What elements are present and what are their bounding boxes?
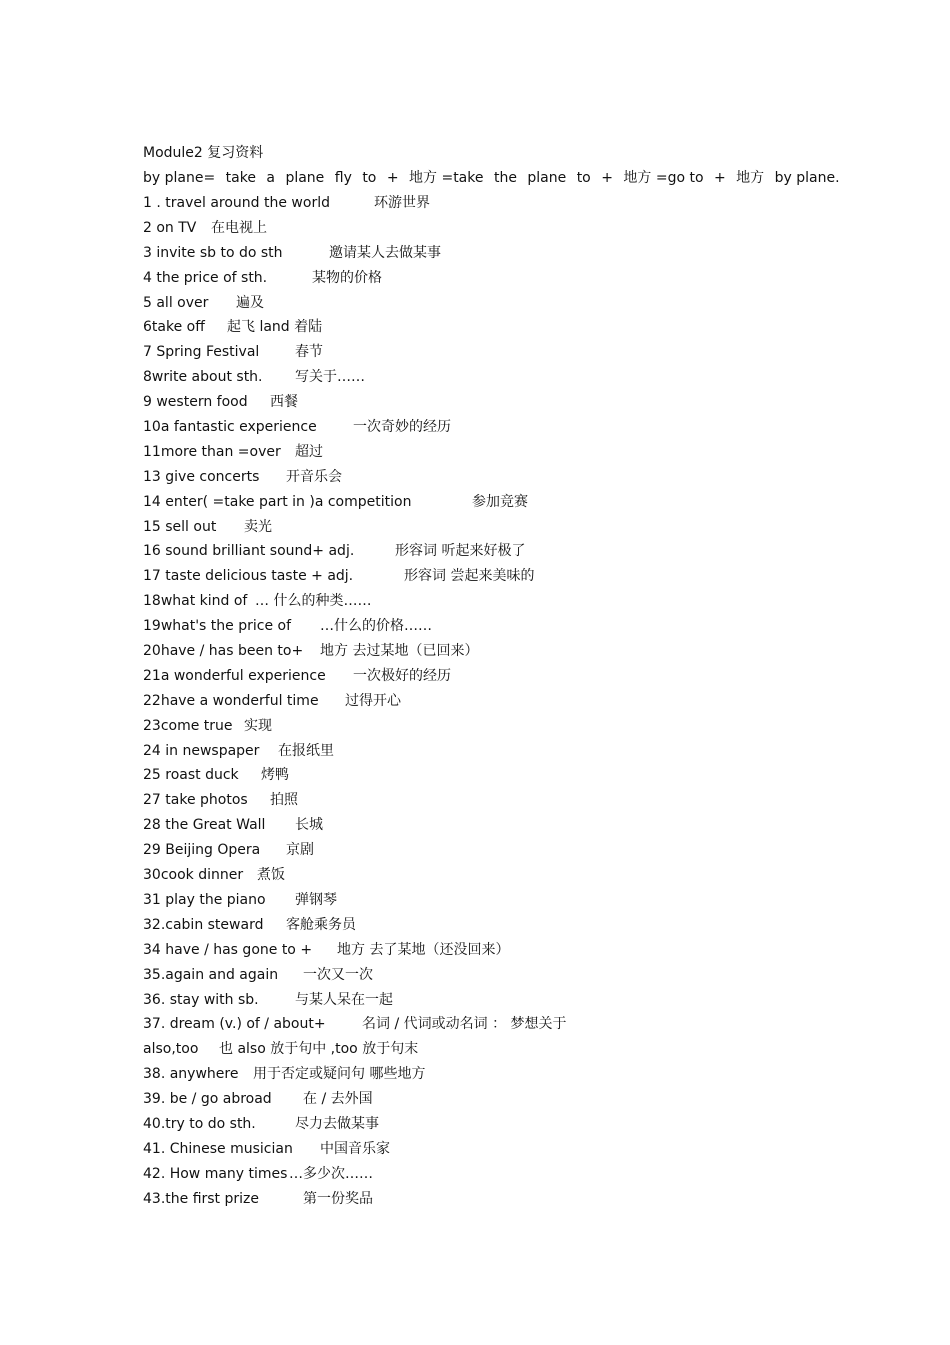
vocab-chinese: 写关于…… xyxy=(295,369,365,386)
formula-part: + xyxy=(386,170,399,186)
vocab-english: 41. Chinese musician xyxy=(143,1140,293,1157)
vocab-english: 1 . travel around the world xyxy=(143,195,330,211)
vocab-chinese: 长城 xyxy=(295,817,323,834)
formula-part: a xyxy=(266,170,275,186)
vocab-chinese: 在报纸里 xyxy=(278,742,334,759)
vocab-chinese: 起飞 land 着陆 xyxy=(227,319,323,336)
vocab-english: 40.try to do sth. xyxy=(143,1115,256,1132)
vocab-english: 23come true xyxy=(143,717,233,734)
vocab-chinese: 参加竞赛 xyxy=(472,493,528,510)
vocab-chinese: 环游世界 xyxy=(374,195,430,211)
vocab-chinese: 地方 去过某地（已回来） xyxy=(320,643,479,660)
vocab-chinese: 遍及 xyxy=(236,294,264,311)
formula-part: + xyxy=(713,170,726,186)
vocab-english: 4 the price of sth. xyxy=(143,269,268,286)
vocab-chinese: 拍照 xyxy=(270,792,298,809)
vocab-chinese: 过得开心 xyxy=(345,692,401,709)
vocab-english: 2 on TV xyxy=(143,219,197,236)
vocab-english: 27 take photos xyxy=(143,792,248,809)
vocab-chinese: … 什么的种类…… xyxy=(255,593,372,610)
vocab-english: 14 enter( =take part in )a competition xyxy=(143,493,412,510)
vocab-english: 17 taste delicious taste + adj. xyxy=(143,568,354,585)
vocab-chinese: 卖光 xyxy=(244,518,272,535)
vocab-english: 19what's the price of xyxy=(143,618,292,635)
formula-part: to xyxy=(576,170,591,186)
vocab-chinese: 第一份奖品 xyxy=(303,1190,373,1207)
vocab-chinese: 煮饭 xyxy=(257,867,285,884)
vocab-english: 18what kind of xyxy=(143,593,248,610)
vocab-chinese: 一次奇妙的经历 xyxy=(353,419,451,436)
vocab-english: 37. dream (v.) of / about+ xyxy=(143,1016,326,1033)
formula-part: the xyxy=(493,170,517,186)
vocab-chinese: 一次极好的经历 xyxy=(353,667,451,684)
vocab-chinese: 开音乐会 xyxy=(286,468,342,485)
vocab-chinese: 名词 / 代词或动名词 ： 梦想关于 xyxy=(362,1016,567,1033)
vocab-chinese: 形容词 尝起来美味的 xyxy=(404,568,535,585)
formula-part: + xyxy=(601,170,613,186)
vocab-english: 30cook dinner xyxy=(143,867,244,884)
vocab-english: 21a wonderful experience xyxy=(143,667,326,684)
vocab-chinese: 京剧 xyxy=(286,842,314,859)
formula-line xyxy=(143,168,846,188)
vocab-chinese: 在电视上 xyxy=(211,219,267,236)
vocab-english: 39. be / go abroad xyxy=(143,1091,272,1108)
vocab-chinese: …什么的价格…… xyxy=(320,618,432,635)
formula-part: take xyxy=(225,170,256,186)
vocab-chinese: 春节 xyxy=(295,344,323,361)
vocab-chinese: 一次又一次 xyxy=(303,966,373,983)
formula-part: plane xyxy=(527,170,567,186)
vocab-english: 42. How many times xyxy=(143,1165,288,1182)
vocab-chinese: 烤鸭 xyxy=(261,767,289,784)
formula-part: fly xyxy=(334,170,352,186)
vocab-english: 3 invite sb to do sth xyxy=(143,244,283,261)
vocab-english: 13 give concerts xyxy=(143,468,260,485)
vocab-english: 10a fantastic experience xyxy=(143,419,317,436)
vocab-chinese: 在 / 去外国 xyxy=(303,1091,373,1108)
vocab-english: 28 the Great Wall xyxy=(143,817,266,834)
vocab-chinese: 邀请某人去做某事 xyxy=(329,244,441,261)
vocab-english: 8write about sth. xyxy=(143,369,263,386)
vocab-english: 31 play the piano xyxy=(143,891,266,908)
vocab-english: 29 Beijing Opera xyxy=(143,842,261,859)
formula-part: 地方 xyxy=(736,170,765,186)
vocab-chinese: 弹钢琴 xyxy=(295,891,337,908)
page-title: Module2 复习资料 xyxy=(143,145,264,161)
vocab-english: 38. anywhere xyxy=(143,1066,239,1083)
vocab-chinese: 尽力去做某事 xyxy=(295,1115,379,1132)
formula-part: plane xyxy=(285,170,325,186)
vocab-chinese: 某物的价格 xyxy=(312,269,382,286)
formula-part: by plane= xyxy=(143,170,216,186)
vocab-english: 34 have / has gone to + xyxy=(143,941,313,958)
vocab-chinese: 与某人呆在一起 xyxy=(295,991,393,1008)
formula-part: 地方 =go to xyxy=(623,170,704,186)
vocab-english: 7 Spring Festival xyxy=(143,344,260,361)
vocab-english: 20have / has been to+ xyxy=(143,643,304,660)
vocab-english: 25 roast duck xyxy=(143,767,239,784)
vocab-english: 22have a wonderful time xyxy=(143,692,319,709)
vocab-chinese: …多少次…… xyxy=(289,1165,373,1182)
vocab-english: 36. stay with sb. xyxy=(143,991,259,1008)
formula-part: 地方 =take xyxy=(409,170,484,186)
vocab-chinese: 用于否定或疑问句 哪些地方 xyxy=(253,1066,426,1083)
vocab-english: 16 sound brilliant sound+ adj. xyxy=(143,543,355,560)
vocab-english: 35.again and again xyxy=(143,966,279,983)
vocab-english: also,too xyxy=(143,1041,199,1058)
formula-part: by plane. xyxy=(774,170,840,186)
vocab-english: 24 in newspaper xyxy=(143,742,260,759)
vocab-english: 6take off xyxy=(143,319,205,336)
vocab-english: 43.the first prize xyxy=(143,1190,259,1207)
formula-part: to xyxy=(362,170,377,186)
vocab-chinese: 实现 xyxy=(244,717,272,734)
vocab-chinese: 中国音乐家 xyxy=(320,1140,390,1157)
vocab-english: 9 western food xyxy=(143,394,248,411)
vocab-chinese: 超过 xyxy=(295,443,323,460)
vocab-english: 11more than =over xyxy=(143,443,281,460)
vocab-english: 5 all over xyxy=(143,294,209,311)
vocab-english: 32.cabin steward xyxy=(143,916,264,933)
vocab-english: 15 sell out xyxy=(143,518,217,535)
vocab-chinese: 西餐 xyxy=(270,394,298,411)
vocab-chinese: 地方 去了某地（还没回来） xyxy=(337,941,510,958)
vocab-chinese: 也 also 放于句中 ,too 放于句末 xyxy=(219,1041,419,1058)
vocab-chinese: 形容词 听起来好极了 xyxy=(395,543,526,560)
vocab-chinese: 客舱乘务员 xyxy=(286,916,356,933)
